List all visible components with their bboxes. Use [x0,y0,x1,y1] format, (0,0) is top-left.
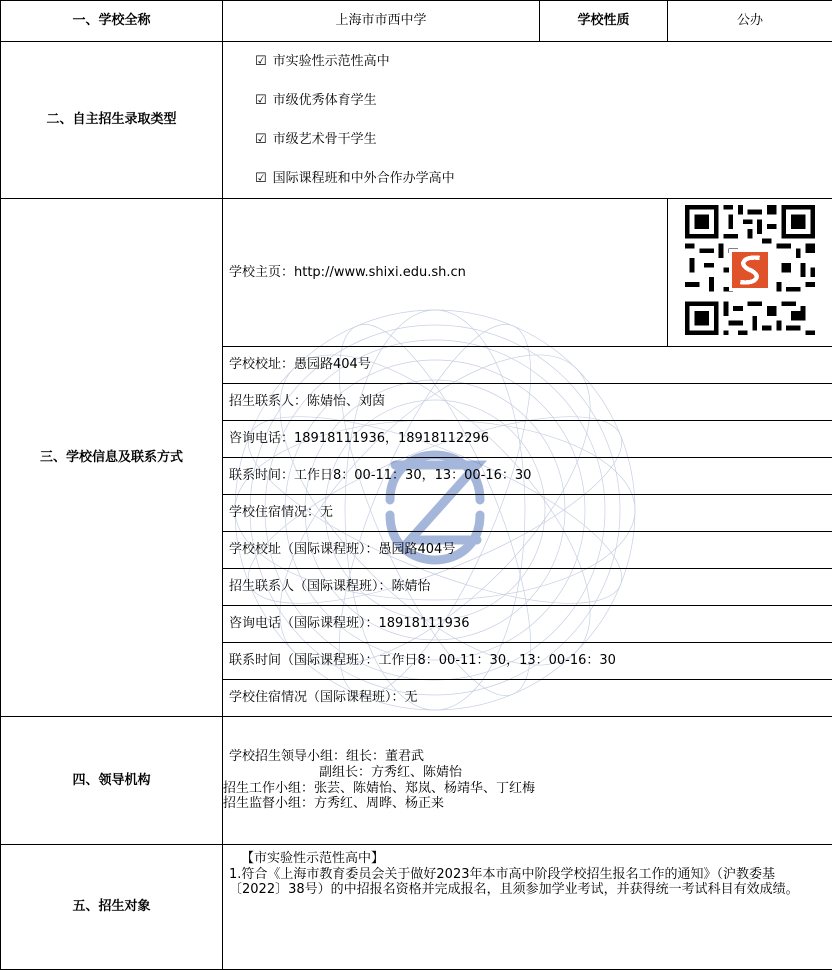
row-admission-types [1,42,832,199]
admission-targets-content [223,845,832,970]
checkbox-checked-icon: ☑ [255,120,267,159]
row-admission-targets [1,845,832,970]
school-homepage[interactable]: 学校主页：http://www.shixi.edu.sh.cn [223,199,668,347]
label-leadership: 四、领导机构 [1,717,223,845]
targets-text: 1.符合《上海市教育委员会关于做好2023年本市高中阶段学校招生报名工作的通知》（沪教委基〔2022〕38号）的中招报名资格并完成报名，且须参加学业考试，并获得统一考试科目有效成绩。 [229,867,824,898]
intl-school-address: 学校校址（国际课程班）：愚园路404号 [223,532,832,569]
admission-type-label: 市级优秀体育学生 [273,93,377,108]
admission-type-item [223,42,832,81]
intl-inquiry-phone[interactable]: 咨询电话（国际课程班）：18918111936 [223,606,832,643]
admission-type-label: 国际课程班和中外合作办学高中 [273,171,455,186]
admission-type-item [223,159,832,198]
supervision-group: 招生监督小组：方秀红、周晔、杨正来 [223,796,832,812]
intl-contact-hours: 联系时间（国际课程班）：工作日8：00-11：30，13：00-16：30 [223,643,832,680]
admission-type-label: 市级艺术骨干学生 [273,132,377,147]
qr-code-icon [680,200,820,340]
checkbox-checked-icon: ☑ [255,42,267,81]
checkbox-checked-icon: ☑ [255,81,267,120]
admission-type-item [223,81,832,120]
contact-hours: 联系时间：工作日8：00-11：30，13：00-16：30 [223,458,832,495]
row-school-name [1,1,832,42]
intl-admission-contact: 招生联系人（国际课程班）：陈婧怡 [223,569,832,606]
inquiry-phone[interactable]: 咨询电话：18918111936，18918112296 [223,421,832,458]
school-address: 学校校址：愚园路404号 [223,347,832,384]
label-admission-targets: 五、招生对象 [1,845,223,970]
intl-boarding-info: 学校住宿情况（国际课程班）：无 [223,680,832,717]
label-school-full-name: 一、学校全称 [1,1,223,42]
targets-heading: 【市实验性示范性高中】 [229,851,824,867]
admission-contact: 招生联系人：陈婧怡、刘茵 [223,384,832,421]
admission-type-item [223,120,832,159]
working-group: 招生工作小组：张芸、陈婧怡、郑岚、杨靖华、丁红梅 [223,781,832,797]
boarding-info: 学校住宿情况：无 [223,495,832,532]
admission-types-list [223,42,832,199]
checkbox-checked-icon: ☑ [255,159,267,198]
school-name-value: 上海市市西中学 [223,1,540,42]
leadership-content [223,717,832,845]
label-school-nature: 学校性质 [540,1,668,42]
school-nature-value: 公办 [668,1,832,42]
qr-code-cell [668,199,832,347]
label-admission-types: 二、自主招生录取类型 [1,42,223,199]
admission-type-label: 市实验性示范性高中 [273,54,390,69]
label-school-info-contact: 三、学校信息及联系方式 [1,199,223,717]
row-school-info [1,199,832,347]
leadership-group-leader: 学校招生领导小组：组长：董君武 [223,749,832,765]
leadership-deputy: 副组长：方秀红、陈婧怡 [223,765,832,781]
row-leadership [1,717,832,845]
